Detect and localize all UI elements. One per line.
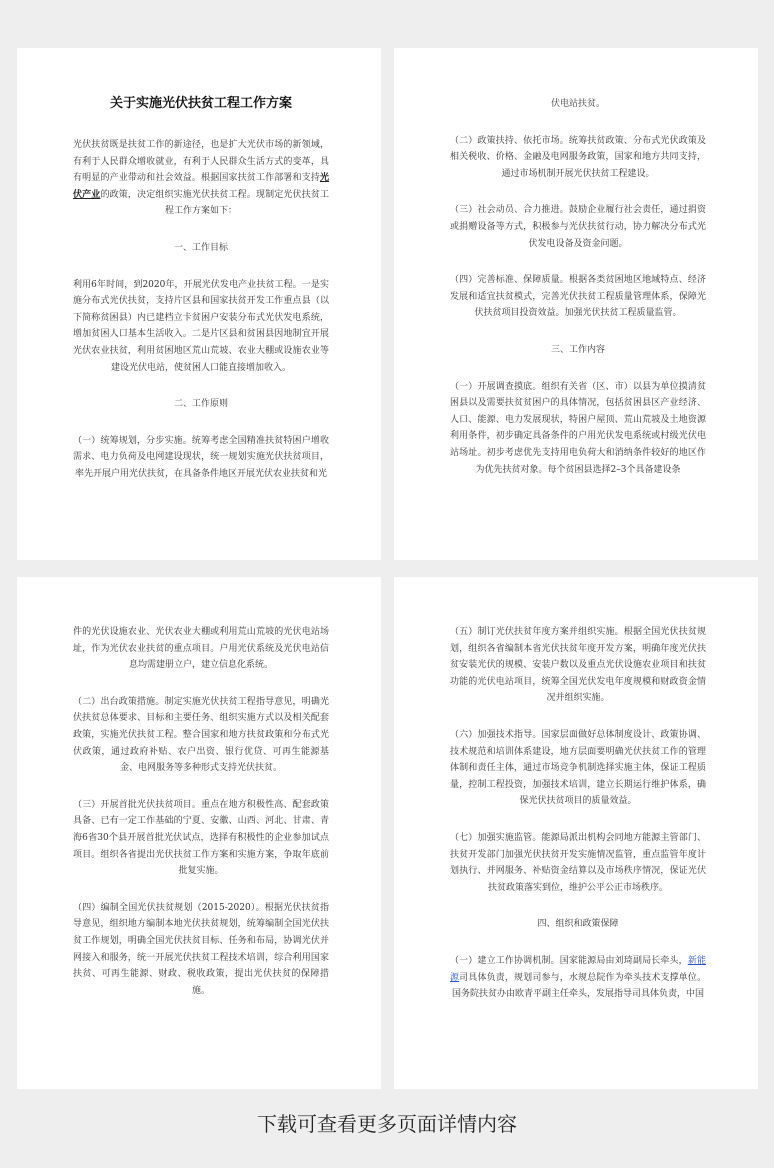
principle-4-paragraph: （四）完善标准、保障质量。根据各类贫困地区地域特点、经济发展和适宜扶贫模式，完善光伏扶贫工程质量管理体系，保障光伏扶贫项目投资效益。加强光伏扶贫工程质量监管。 — [450, 275, 706, 319]
task-1-continued: 件的光伏设施农业、光伏农业大棚或利用荒山荒坡的光伏电站场址，作为光伏农业扶贫的重点项目。户用光伏系统及光伏电站信息均需建册立户，建立信息化系统。 — [73, 627, 329, 671]
principle-1-paragraph: （一）统筹规划，分步实施。统筹考虑全国精准扶贫特困户增收需求、电力负荷及电网建设现状，统一规划实施光伏扶贫项目，率先开展户用光伏扶贫，在具备条件地区开展光伏农业扶贫和光 — [73, 435, 329, 479]
intro-paragraph: 光伏扶贫既是扶贫工作的新途径，也是扩大光伏市场的新领域，有利于人民群众增收就业，有利于人民群众生活方式的变革，具有明显的产业带动和社会效益。根据国家扶贫工作部署和支持光伏产业的政策，决定组织实施光伏扶贫工程。现制定光伏扶贫工程工作方案如下： — [73, 140, 329, 217]
task-5-paragraph: （五）制订光伏扶贫年度方案并组织实施。根据全国光伏扶贫规划，组织各省编制本省光伏扶贫年度开发方案，明确年度光伏扶贫安装光伏的规模、安装户数以及重点光伏设施农业项目和扶贫功能的光伏电站项目，统筹全国光伏发电年度规模和财政资金情况并组织实施。 — [450, 627, 706, 704]
section-heading-principles: 二、工作原则 — [173, 399, 228, 410]
document-page-4 — [394, 577, 758, 1089]
task-1-paragraph: （一）开展调查摸底。组织有关省（区、市）以县为单位摸清贫困县以及需要扶贫贫困户的具体情况，包括贫困县区产业经济、人口、能源、电力发展现状，特困户屋顶、荒山荒坡及土地资源利用条件，初步确定具备条件的户用光伏发电系统或村级光伏电站场址。初步考虑优先支持用电负荷大和消纳条件较好的地区作为优先扶贫对象。每个贫困县选择2–3个具备建设条 — [450, 381, 706, 475]
organization-1-paragraph: （一）建立工作协调机制。国家能源局由刘琦副局长牵头，新能源司具体负责，规划司参与，水规总院作为牵头技术支撑单位。国务院扶贫办由欧青平副主任牵头，发展指导司具体负责，中国 — [450, 955, 706, 1000]
photovoltaic-industry-link[interactable]: 光伏产业 — [73, 173, 329, 200]
principle-2-paragraph: （二）政策扶持、依托市场。统筹扶贫政策、分布式光伏政策及相关税收、价格、金融及电网服务政策，国家和地方共同支持，通过市场机制开展光伏扶贫工程建设。 — [450, 135, 706, 179]
download-more-prompt[interactable]: 下载可查看更多页面详情内容 — [257, 1112, 517, 1136]
document-page-3 — [17, 577, 381, 1089]
principle-1-continued: 伏电站扶贫。 — [550, 99, 605, 109]
document-page-1 — [17, 48, 381, 560]
new-energy-link[interactable]: 新能源 — [450, 955, 706, 983]
document-page-2 — [394, 48, 758, 560]
section-heading-organization: 四、组织和政策保障 — [537, 919, 619, 930]
task-2-paragraph: （二）出台政策措施。制定实施光伏扶贫工程指导意见，明确光伏扶贫总体要求、目标和主要任务、组织实施方式以及相关配套政策，实施光伏扶贫工程。整合国家和地方扶贫政策和分布式光伏政策，通过政府补贴、农户出资、银行优贷、可再生能源基金、电网服务等多种形式支持光伏扶贫。 — [73, 696, 329, 774]
goals-paragraph: 利用6年时间，到2020年，开展光伏发电产业扶贫工程。一是实施分布式光伏扶贫，支持片区县和国家扶贫开发工作重点县（以下简称贫困县）内已建档立卡贫困户安装分布式光伏发电系统，增加贫困人口基本生活收入。二是片区县和贫困县因地制宜开展光伏农业扶贫，利用贫困地区荒山荒坡、农业大棚或设施农业等建设光伏电站，使贫困人口能直接增加收入。 — [73, 279, 329, 373]
principle-3-paragraph: （三）社会动员、合力推进。鼓励企业履行社会责任，通过捐资或捐赠设备等方式，积极参与光伏扶贫行动，协力解决分布式光伏发电设备及资金问题。 — [450, 205, 706, 249]
task-7-paragraph: （七）加强实施监管。能源局派出机构会同地方能源主管部门、扶贫开发部门加强光伏扶贫开发实施情况监管，重点监管年度计划执行、并网服务、补贴资金结算以及市场秩序情况，保证光伏扶贫政策落实到位，维护公平公正市场秩序。 — [450, 832, 706, 893]
task-4-paragraph: （四）编制全国光伏扶贫规划（2015-2020）。根据光伏扶贫指导意见，组织地方编制本地光伏扶贫规划，统筹编制全国光伏扶贫工作规划，明确全国光伏扶贫目标、任务和布局，协调光伏并网接入和服务，统一开展光伏扶贫工程技术培训，综合利用国家扶贫、可再生能源、财政、税收政策，提出光伏扶贫的保障措施。 — [73, 902, 329, 996]
section-heading-tasks: 三、工作内容 — [550, 344, 605, 355]
task-3-paragraph: （三）开展首批光伏扶贫项目。重点在地方积极性高、配套政策具备、已有一定工作基础的宁夏、安徽、山西、河北、甘肃、青海6省30个县开展首批光伏试点，选择有积极性的企业参加试点项目。组织各省提出光伏扶贫工作方案和实施方案，争取年底前批复实施。 — [73, 799, 329, 877]
document-title: 关于实施光伏扶贫工程工作方案 — [109, 96, 292, 111]
task-6-paragraph: （六）加强技术指导。国家层面做好总体制度设计、政策协调、技术规范和培训体系建设，地方层面要明确光伏扶贫工作的管理体制和责任主体，通过市场竞争机制选择实施主体，保证工程质量，控制工程投资，加强技术培训，建立长期运行维护体系，确保光伏扶贫项目的质量效益。 — [450, 729, 706, 807]
section-heading-goals: 一、工作目标 — [173, 242, 228, 253]
